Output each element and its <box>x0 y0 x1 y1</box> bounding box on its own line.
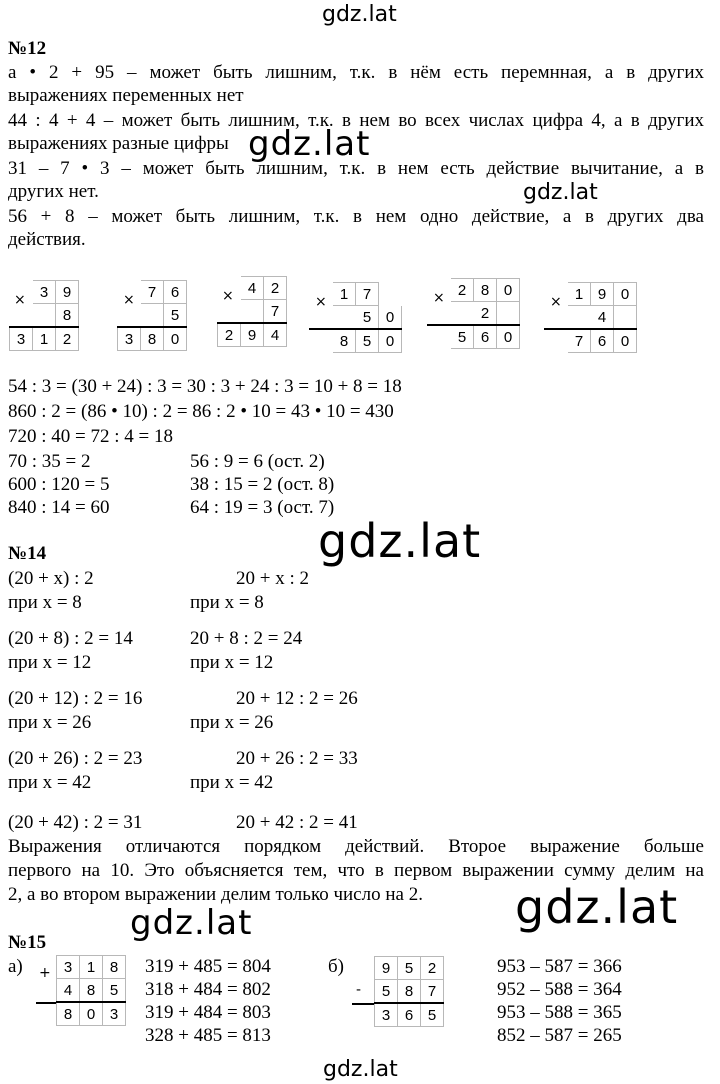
expression: 20 + 42 : 2 = 41 <box>236 812 358 833</box>
expression: (20 + 12) : 2 = 16 <box>8 688 143 709</box>
task-14-heading: №14 <box>8 543 47 564</box>
expression: 20 + 8 : 2 = 24 <box>190 628 303 649</box>
task-12-line: а • 2 + 95 – может быть лишним, т.к. в нём есть перемнная, а в других <box>8 62 704 83</box>
condition: при x = 8 <box>190 592 264 613</box>
equation: 318 + 484 = 802 <box>145 979 271 1000</box>
watermark-top: gdz.lat <box>322 2 397 27</box>
equation: 319 + 484 = 803 <box>145 1002 271 1023</box>
condition: при x = 12 <box>8 652 92 673</box>
part-b-label: б) <box>328 956 344 977</box>
expression: 20 + 26 : 2 = 33 <box>236 748 358 769</box>
equation: 953 – 588 = 365 <box>497 1002 622 1023</box>
expression: (20 + 8) : 2 = 14 <box>8 628 133 649</box>
division-line: 70 : 35 = 2 <box>8 451 91 472</box>
expression: (20 + 42) : 2 = 31 <box>8 812 143 833</box>
condition: при x = 42 <box>8 772 92 793</box>
task-12-line: 31 – 7 • 3 – может быть лишним, т.к. в нем есть действие вычитание, а в <box>8 158 704 179</box>
expression: (20 + x) : 2 <box>8 568 94 589</box>
equation: 952 – 588 = 364 <box>497 979 622 1000</box>
task-12-heading: №12 <box>8 38 47 59</box>
watermark: gdz.lat <box>318 514 482 568</box>
division-line: 54 : 3 = (30 + 24) : 3 = 30 : 3 + 24 : 3 = 10 + 8 = 18 <box>8 376 402 397</box>
task-12-line: 44 : 4 + 4 – может быть лишним, т.к. в нем во всех числах цифра 4, а в других <box>8 110 704 131</box>
watermark: gdz.lat <box>523 180 598 205</box>
condition: при x = 12 <box>190 652 274 673</box>
task-12-line: действия. <box>8 229 86 250</box>
task-12-line: выражениях переменных нет <box>8 85 244 106</box>
task-12-line: 56 + 8 – может быть лишним, т.к. в нем одно действие, а в других два <box>8 206 704 227</box>
task-12-line: других нет. <box>8 181 99 202</box>
equation: 319 + 485 = 804 <box>145 956 271 977</box>
task-15-heading: №15 <box>8 932 47 953</box>
task-12-line: выражениях разные цифры <box>8 133 229 154</box>
equation: 953 – 587 = 366 <box>497 956 622 977</box>
condition: при x = 8 <box>8 592 82 613</box>
expression: 20 + x : 2 <box>236 568 309 589</box>
condition: при x = 42 <box>190 772 274 793</box>
conclusion-line: первого на 10. Это объясняется тем, что в первом выражении сумму делим на <box>8 860 704 881</box>
division-line: 38 : 15 = 2 (ост. 8) <box>190 474 335 495</box>
watermark: gdz.lat <box>248 124 371 164</box>
condition: при x = 26 <box>8 712 92 733</box>
division-line: 56 : 9 = 6 (ост. 2) <box>190 451 325 472</box>
division-line: 720 : 40 = 72 : 4 = 18 <box>8 426 173 447</box>
division-line: 600 : 120 = 5 <box>8 474 110 495</box>
division-line: 64 : 19 = 3 (ост. 7) <box>190 497 335 518</box>
division-line: 840 : 14 = 60 <box>8 497 110 518</box>
equation: 852 – 587 = 265 <box>497 1025 622 1046</box>
part-a-label: а) <box>8 956 23 977</box>
expression: (20 + 26) : 2 = 23 <box>8 748 143 769</box>
watermark-bottom: gdz.lat <box>323 1057 398 1082</box>
watermark: gdz.lat <box>515 880 679 934</box>
watermark: gdz.lat <box>130 903 253 943</box>
conclusion-line: 2, а во втором выражении делим только число на 2. <box>8 884 423 905</box>
conclusion-line: Выражения отличаются порядком действий. Второе выражение больше <box>8 836 704 857</box>
condition: при x = 26 <box>190 712 274 733</box>
expression: 20 + 12 : 2 = 26 <box>236 688 358 709</box>
equation: 328 + 485 = 813 <box>145 1025 271 1046</box>
division-line: 860 : 2 = (86 • 10) : 2 = 86 : 2 • 10 = 43 • 10 = 430 <box>8 401 394 422</box>
